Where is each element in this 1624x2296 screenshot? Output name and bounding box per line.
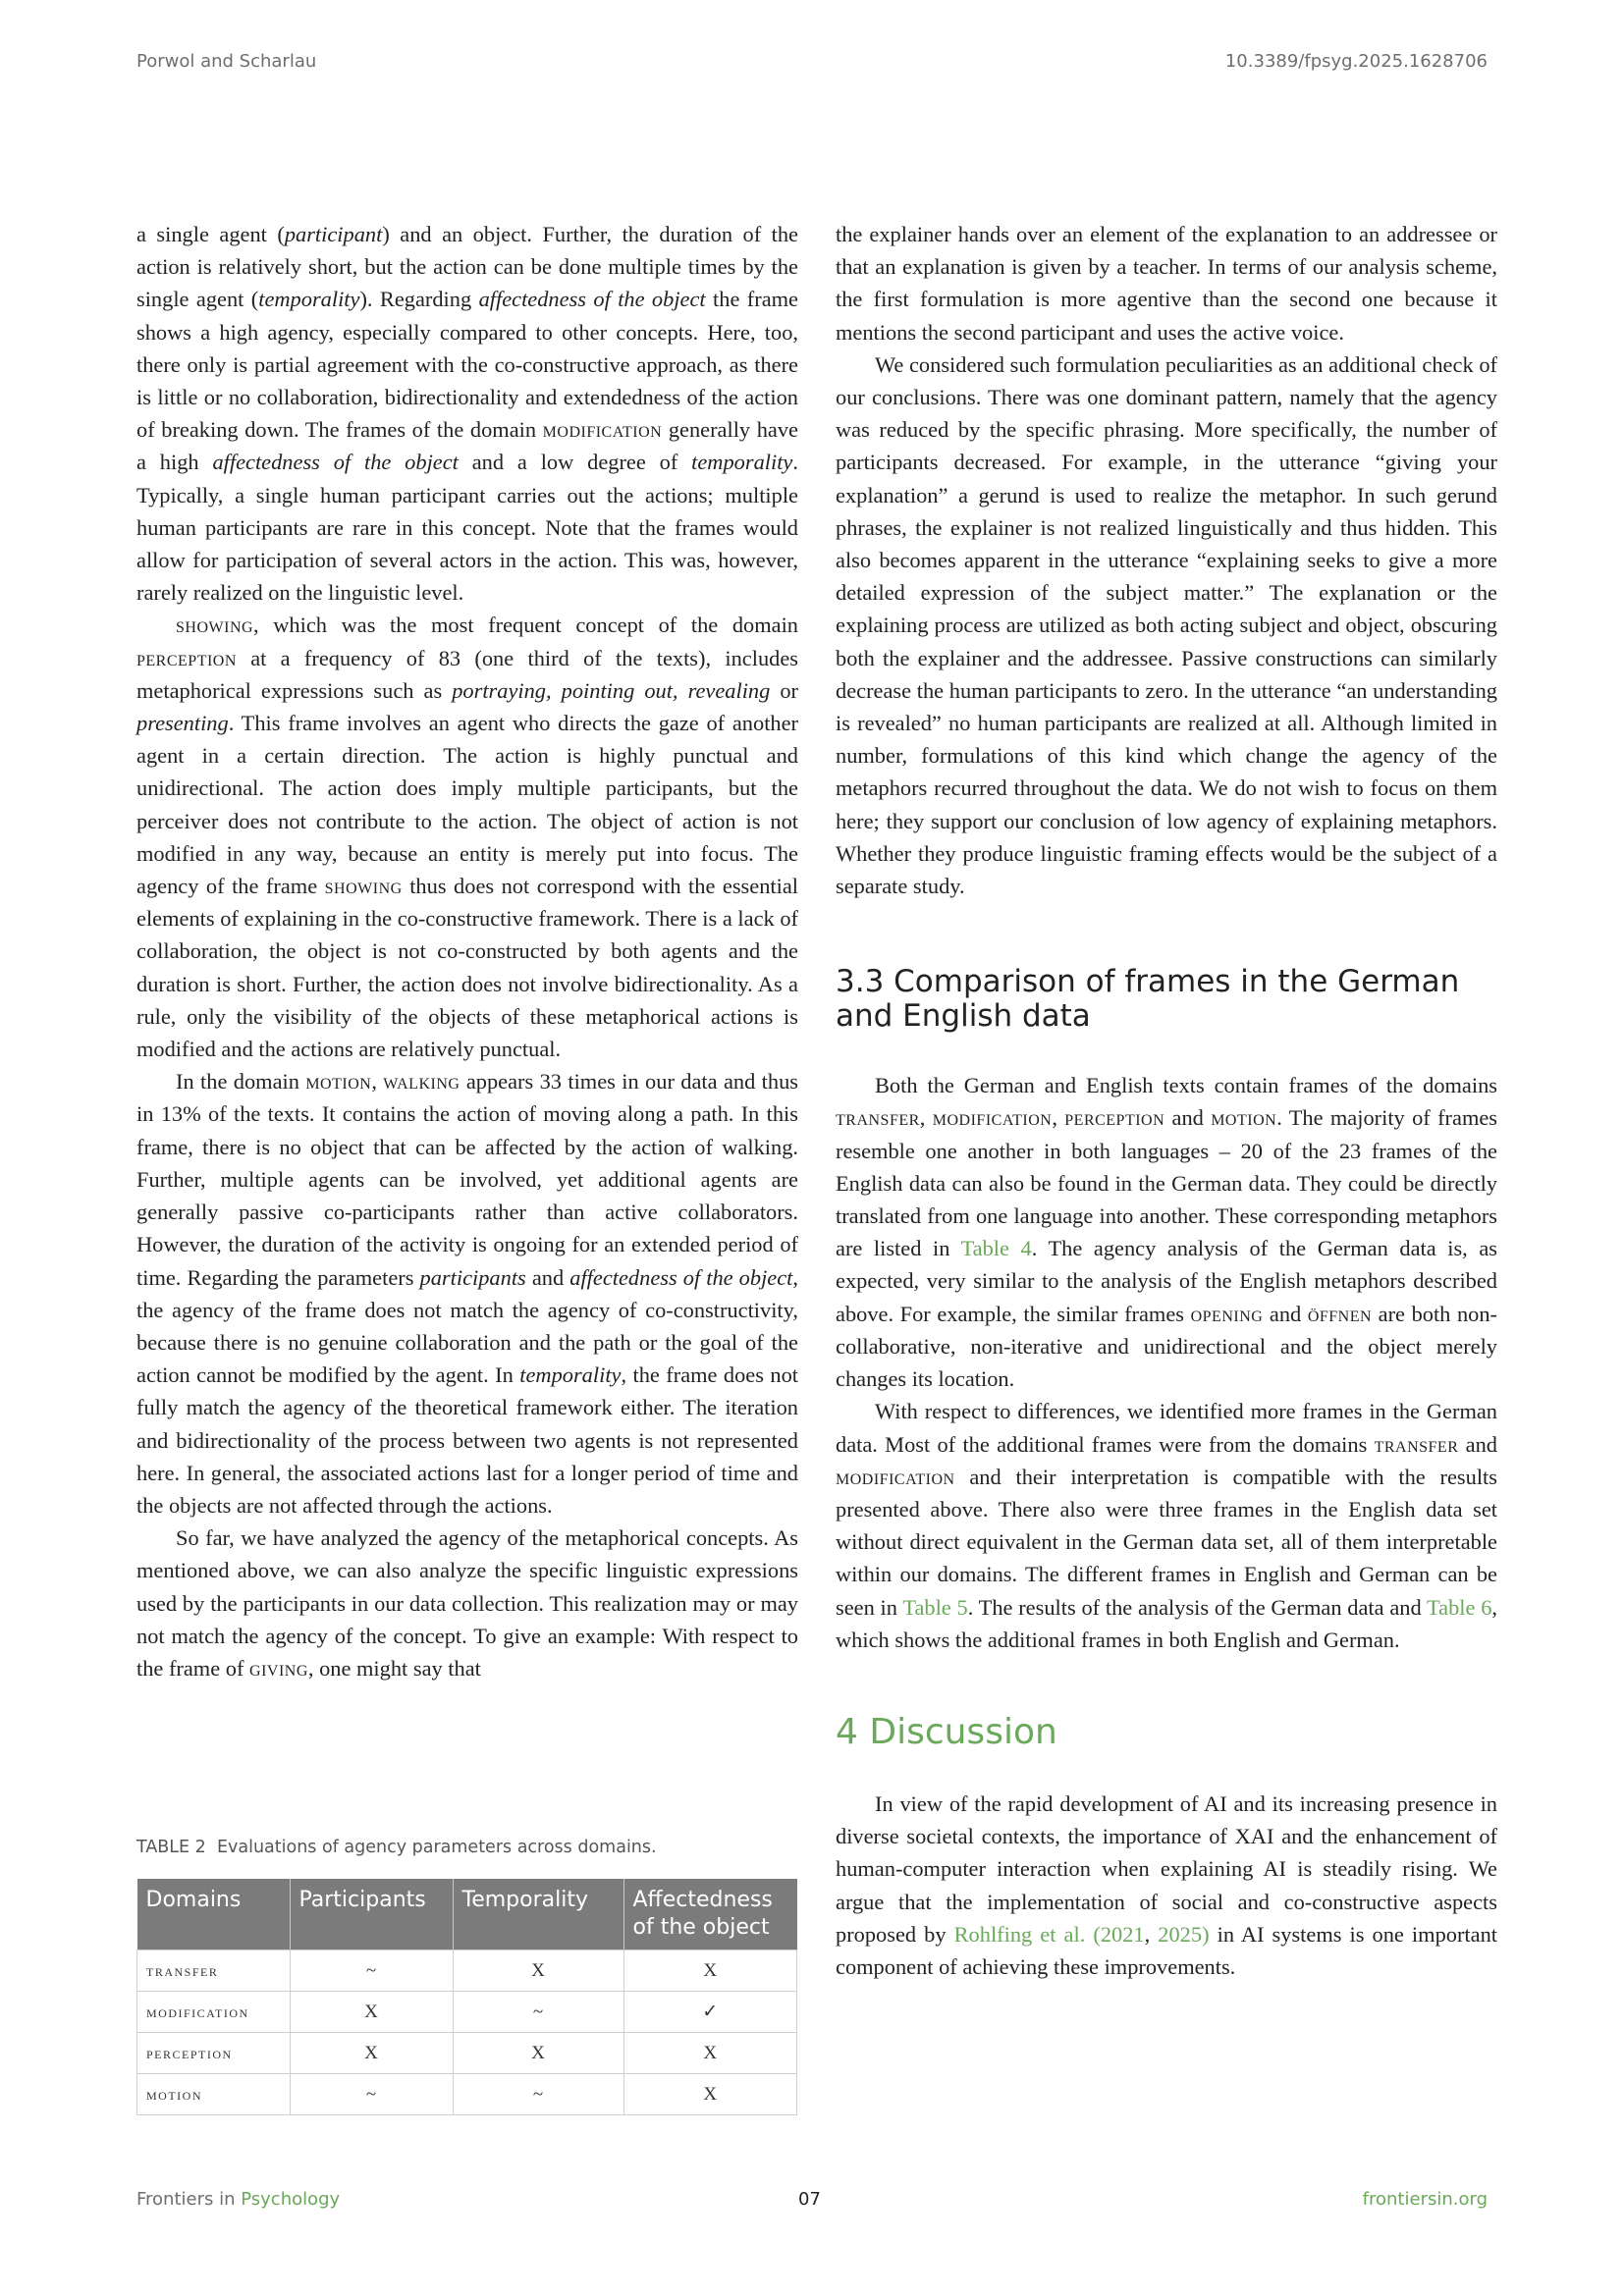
discussion-heading: 4 Discussion — [836, 1711, 1057, 1752]
agency-table — [136, 1879, 797, 2115]
page-number: 07 — [798, 2189, 821, 2210]
paragraph: showing, which was the most frequent concept of the domain perception at a frequency of 83 (one third of the texts), includes metaphorical expressions such as portraying, pointing out, revealing or presenting. This frame involves an agent who directs the gaze of another agent in a certain direction. The action is highly punctual and unidirectional. The action does imply multiple participants, but the perceiver does not contribute to the action. The object of action is not modified in any way, because an entity is merely put into focus. The agency of the frame showing thus does not correspond with the essential elements of explaining in the co-constructive framework. There is a lack of collaboration, the object is not co-constructed by both agents and the duration is short. Further, the action does not involve bidirectionality. As a rule, only the visibility of the objects of these metaphorical actions is modified and the actions are relatively punctual. — [136, 613, 799, 1062]
table-cell: ~ — [290, 2074, 453, 2115]
table-6-link[interactable]: Table 6 — [1427, 1594, 1492, 1620]
citation-link-2021[interactable]: Rohlfing et al. (2021 — [953, 1921, 1145, 1947]
paragraph: a single agent (participant) and an object. Further, the duration of the action is relatively short, but the action can be done multiple times by the single agent (temporality). Regarding affectedness of the object the frame shows a high agency, especially compared to other concepts. Here, too, there only is partial agreement with the co-constructive approach, as there is little or no collaboration, bidirectionality and extendedness of the action of breaking down. The frames of the domain modification generally have a high affectedness of the object and a low degree of temporality. Typically, a single human participant carries out the actions; multiple human participants are rare in this concept. Note that the frames would allow for participation of several actors in the action. This was, however, rarely realized on the linguistic level. — [136, 222, 798, 606]
table-cell: perception — [137, 2033, 291, 2074]
paragraph: In the domain motion, walking appears 33 times in our data and thus in 13% of the texts. It contains the action of moving along a path. In this frame, there is no object that can be affected by the action of walking. Further, multiple agents can be involved, yet additional agents are generally passive co-participants rather than active collaborators. However, the duration of the activity is ongoing for an extended period of time. Regarding the parameters participants and affectedness of the object, the agency of the frame does not match the agency of co-constructivity, because there is no genuine collaboration and the path or the goal of the action cannot be modified by the agent. In temporality, the frame does not fully match the agency of the theoretical framework either. The iteration and bidirectionality of the process between two agents is not represented here. In general, the associated actions last for a longer period of time and the objects are not affected through the actions. — [136, 1069, 798, 1518]
table-label: TABLE 2 — [136, 1838, 206, 1857]
table-row — [137, 2074, 797, 2115]
table-cell: X — [290, 2033, 453, 2074]
paragraph: So far, we have analyzed the agency of the metaphorical concepts. As mentioned above, we can also analyze the specific linguistic expressions used by the participants in our data collection. This realization may or may not match the agency of the concept. To give an example: With respect to the frame of giving, one might say that — [136, 1525, 798, 1681]
table-row — [137, 2033, 797, 2074]
table-cell: X — [290, 1992, 453, 2033]
table-caption — [136, 1838, 657, 1857]
table-header: Participants — [290, 1879, 453, 1950]
running-header-authors: Porwol and Scharlau — [136, 51, 317, 72]
table-4-link[interactable]: Table 4 — [960, 1236, 1032, 1261]
footer-journal: Frontiers in Psychology — [136, 2189, 341, 2210]
paragraph: We considered such formulation peculiarities as an additional check of our conclusions. There was one dominant pattern, namely that the agency was reduced by the specific phrasing. More specifically, the number of participants decreased. For example, in the utterance “giving your explanation” a gerund is used to realize the metaphor. In such gerund phrases, the explainer is not realized linguistically and thus hidden. This also becomes apparent in the utterance “explaining seeks to give a more detailed expression of the subject matter.” The explanation or the explaining process are utilized as both acting subject and object, obscuring both the explainer and the addressee. Passive constructions can similarly decrease the human participants to zero. In the utterance “an understanding is revealed” no human participants are realized at all. Although limited in number, formulations of this kind which change the agency of the metaphors recurred throughout the data. We do not wish to focus on them here; they support our conclusion of low agency of explaining metaphors. Whether they produce linguistic framing effects would be the subject of a separate study. — [836, 351, 1497, 899]
table-header: Temporality — [453, 1879, 623, 1950]
table-row — [137, 1950, 797, 1992]
table-row — [137, 1992, 797, 2033]
paragraph: the explainer hands over an element of the explanation to an addressee or that an explanation is given by a teacher. In terms of our analysis scheme, the first formulation is more agentive than the second one because it mentions the second participant and uses the active voice. — [836, 222, 1497, 345]
footer-site-link[interactable]: frontiersin.org — [1362, 2189, 1488, 2210]
citation-link-2025[interactable]: 2025) — [1158, 1921, 1210, 1947]
left-column — [136, 218, 798, 1684]
table-cell: ✓ — [623, 1992, 797, 2033]
table-header: Affectedness of the object — [623, 1879, 797, 1950]
table-cell: transfer — [137, 1950, 291, 1992]
section-heading: 3.3 Comparison of frames in the German and English data — [836, 964, 1460, 1035]
table-cell: ~ — [453, 2074, 623, 2115]
paragraph: Both the German and English texts contain frames of the domains transfer, modification, perception and motion. The majority of frames resemble one another in both languages – 20 of the 23 frames of the English data can also be found in the German data. They could be directly translated from one language into another. These corresponding metaphors are listed in Table 4. The agency analysis of the German data is, as expected, very similar to the analysis of the English metaphors described above. For example, the similar frames opening and öffnen are both non-collaborative, non-iterative and unidirectional and the object merely changes its location. — [836, 1073, 1498, 1392]
table-cell: ~ — [453, 1992, 623, 2033]
table-5-link[interactable]: Table 5 — [902, 1594, 968, 1620]
journal-name-link[interactable]: Psychology — [241, 2189, 341, 2210]
running-header-doi: 10.3389/fpsyg.2025.1628706 — [1224, 51, 1488, 72]
table-cell: X — [623, 2074, 797, 2115]
table-header-row — [137, 1879, 797, 1950]
table-caption-text: Evaluations of agency parameters across domains. — [216, 1838, 657, 1857]
table-cell: X — [623, 1950, 797, 1992]
table-header: Domains — [137, 1879, 291, 1950]
table-cell: motion — [137, 2074, 291, 2115]
table-cell: modification — [137, 1992, 291, 2033]
paragraph: With respect to differences, we identified more frames in the German data. Most of the additional frames were from the domains transfer and modification and their interpretation is compatible with the results presented above. There also were three frames in the English data set without direct equivalent in the German data set, all of them interpretable within our domains. The different frames in English and German can be seen in Table 5. The results of the analysis of the German data and Table 6, which shows the additional frames in both English and German. — [836, 1399, 1498, 1652]
table-cell: X — [623, 2033, 797, 2074]
right-column — [836, 218, 1497, 1983]
table-cell: X — [453, 1950, 623, 1992]
table-cell: X — [453, 2033, 623, 2074]
table-cell: ~ — [290, 1950, 453, 1992]
paragraph: In view of the rapid development of AI and its increasing presence in diverse societal contexts, the importance of XAI and the enhancement of human-computer interaction when explaining AI is steadily rising. We argue that the implementation of social and co-constructive aspects proposed by Rohlfing et al. (2021, 2025) in AI systems is one important component of achieving these improvements. — [836, 1790, 1497, 1979]
